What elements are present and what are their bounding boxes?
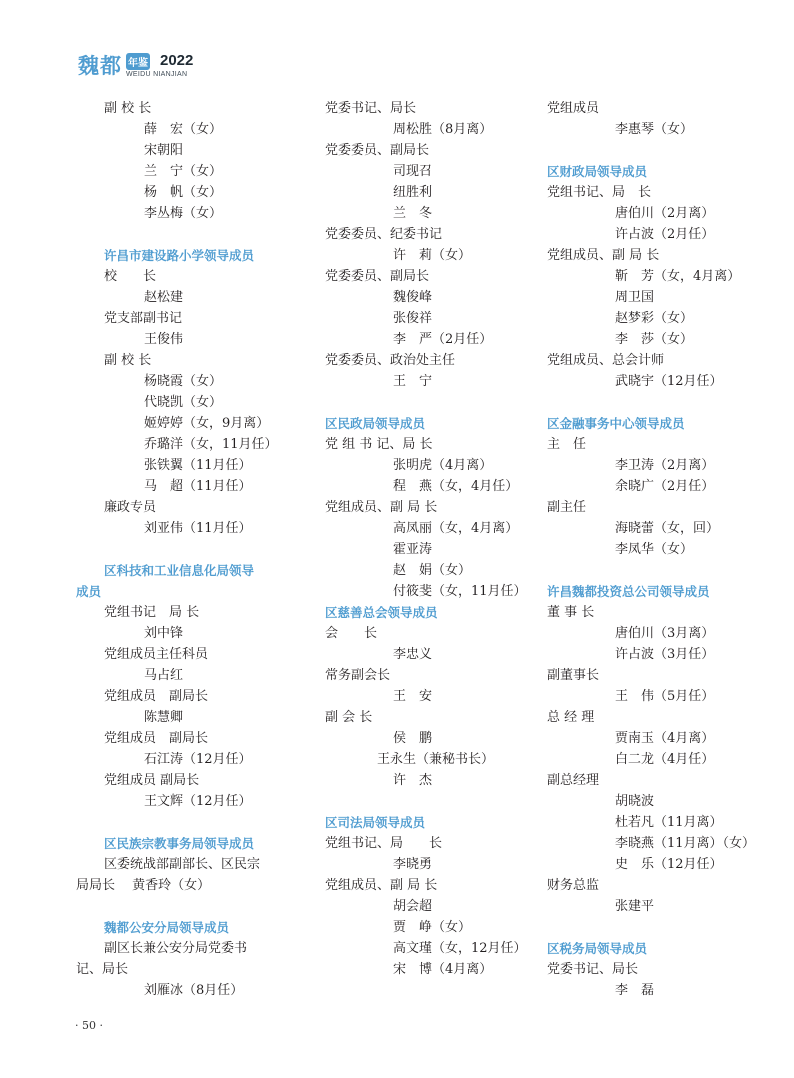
section-heading: 许昌魏都投资总公司领导成员 <box>547 584 710 599</box>
column-left <box>76 98 286 1001</box>
section-heading: 区慈善总会领导成员 <box>325 605 438 620</box>
entry-line: 党组成员、总会计师 <box>547 353 665 368</box>
entry-line: 唐伯川（2月离） <box>615 206 715 221</box>
entry-line: 李凤华（女） <box>615 542 694 557</box>
entry-line: 党组成员主任科员 <box>104 647 209 662</box>
logo-badge: 年鉴 <box>126 53 150 70</box>
entry-line: 会 长 <box>325 626 378 641</box>
entry-line: 赵 娟（女） <box>393 563 472 578</box>
yearbook-logo <box>78 50 318 84</box>
entry-line: 马 超（11月任） <box>144 479 252 494</box>
entry-line: 王 伟（5月任） <box>615 689 715 704</box>
entry-line: 张建平 <box>615 899 655 914</box>
entry-line: 陈慧卿 <box>144 710 184 725</box>
entry-line: 副 会 长 <box>325 710 373 725</box>
entry-line: 校 长 <box>104 269 157 284</box>
entry-line: 贾南玉（4月离） <box>615 731 715 746</box>
entry-line: 副总经理 <box>547 773 600 788</box>
entry-line: 胡晓波 <box>615 794 655 809</box>
spacer <box>325 791 525 812</box>
entry-line: 许占波（3月任） <box>615 647 715 662</box>
entry-line: 李晓勇 <box>393 857 433 872</box>
entry-line: 党组成员、副 局 长 <box>325 500 438 515</box>
entry-line: 高文瑾（女，12月任） <box>393 941 527 956</box>
entry-line: 许 莉（女） <box>393 248 472 263</box>
entry-line: 胡会超 <box>393 899 433 914</box>
entry-line: 党委委员、副局长 <box>325 143 430 158</box>
spacer <box>76 224 286 245</box>
entry-line: 党组成员 副局长 <box>104 689 209 704</box>
entry-line: 杨晓霞（女） <box>144 374 223 389</box>
section-heading: 区财政局领导成员 <box>547 164 648 179</box>
entry-line: 贾 峥（女） <box>393 920 472 935</box>
entry-line: 马占红 <box>144 668 184 683</box>
spacer <box>547 917 757 938</box>
entry-line: 程 燕（女，4月任） <box>393 479 519 494</box>
section-heading: 区科技和工业信息化局领导 <box>104 563 255 578</box>
entry-line: 党组成员 副局长 <box>104 773 200 788</box>
logo-title: 魏都 <box>78 53 122 78</box>
section-heading: 区民族宗教事务局领导成员 <box>104 836 255 851</box>
entry-line: 党委委员、副局长 <box>325 269 430 284</box>
entry-line: 局局长 黄香玲（女） <box>76 878 211 893</box>
entry-line: 主 任 <box>547 437 587 452</box>
entry-line: 靳 芳（女，4月离） <box>615 269 741 284</box>
entry-line: 记、局长 <box>76 962 129 977</box>
column-middle <box>325 98 525 980</box>
entry-line: 副主任 <box>547 500 587 515</box>
entry-line: 纽胜利 <box>393 185 433 200</box>
entry-line: 党组成员、副 局 长 <box>547 248 660 263</box>
entry-line: 张明虎（4月离） <box>393 458 493 473</box>
entry-line: 党组书记 局 长 <box>104 605 200 620</box>
entry-line: 代晓凯（女） <box>144 395 223 410</box>
entry-line: 侯 鹏 <box>393 731 433 746</box>
entry-line: 党委委员、纪委书记 <box>325 227 443 242</box>
entry-line: 魏俊峰 <box>393 290 433 305</box>
spacer <box>547 560 757 581</box>
entry-line: 副区长兼公安分局党委书 <box>104 941 248 956</box>
entry-line: 党组成员、副 局 长 <box>325 878 438 893</box>
entry-line: 兰 宁（女） <box>144 164 223 179</box>
entry-line: 李 莎（女） <box>615 332 694 347</box>
entry-line: 张铁翼（11月任） <box>144 458 252 473</box>
entry-line: 付筱斐（女，11月任） <box>393 584 527 599</box>
entry-line: 王文辉（12月任） <box>144 794 252 809</box>
entry-line: 李晓燕（11月离）（女） <box>615 836 756 851</box>
spacer <box>76 812 286 833</box>
entry-line: 副 校 长 <box>104 101 152 116</box>
spacer <box>76 896 286 917</box>
spacer <box>325 392 525 413</box>
entry-line: 王 宁 <box>393 374 433 389</box>
entry-line: 李忠义 <box>393 647 433 662</box>
entry-line: 司现召 <box>393 164 433 179</box>
spacer <box>76 539 286 560</box>
entry-line: 周松胜（8月离） <box>393 122 493 137</box>
entry-line: 刘雁冰（8月任） <box>144 983 244 998</box>
entry-line: 王永生（兼秘书长） <box>377 752 495 767</box>
entry-line: 兰 冬 <box>393 206 433 221</box>
entry-line: 党组成员 <box>547 101 600 116</box>
entry-line: 唐伯川（3月离） <box>615 626 715 641</box>
entry-line: 乔璐洋（女，11月任） <box>144 437 278 452</box>
page-number: · 50 · <box>75 1019 103 1032</box>
section-heading: 魏都公安分局领导成员 <box>104 920 230 935</box>
entry-line: 李 严（2月任） <box>393 332 493 347</box>
entry-line: 赵松建 <box>144 290 184 305</box>
entry-line: 区委统战部副部长、区民宗 <box>104 857 261 872</box>
entry-line: 石江涛（12月任） <box>144 752 252 767</box>
entry-line: 副 校 长 <box>104 353 152 368</box>
entry-line: 海晓蕾（女，回） <box>615 521 720 536</box>
entry-line: 总 经 理 <box>547 710 595 725</box>
entry-line: 白二龙（4月任） <box>615 752 715 767</box>
entry-line: 刘中锋 <box>144 626 184 641</box>
section-heading: 成员 <box>76 584 102 599</box>
entry-line: 党委书记、局长 <box>325 101 417 116</box>
section-heading: 区金融事务中心领导成员 <box>547 416 685 431</box>
entry-line: 张俊祥 <box>393 311 433 326</box>
entry-line: 宋朝阳 <box>144 143 184 158</box>
entry-line: 党 组 书 记、局 长 <box>325 437 433 452</box>
entry-line: 李 磊 <box>615 983 655 998</box>
section-heading: 区司法局领导成员 <box>325 815 426 830</box>
section-heading: 区民政局领导成员 <box>325 416 426 431</box>
entry-line: 高凤丽（女，4月离） <box>393 521 519 536</box>
entry-line: 党组成员 副局长 <box>104 731 209 746</box>
column-right <box>547 98 757 1001</box>
entry-line: 王 安 <box>393 689 433 704</box>
spacer <box>547 140 757 161</box>
entry-line: 党委委员、政治处主任 <box>325 353 456 368</box>
entry-line: 董 事 长 <box>547 605 595 620</box>
entry-line: 党支部副书记 <box>104 311 183 326</box>
entry-line: 党委书记、局长 <box>547 962 639 977</box>
logo-year: 2022 <box>160 52 194 69</box>
entry-line: 常务副会长 <box>325 668 391 683</box>
entry-line: 霍亚涛 <box>393 542 433 557</box>
entry-line: 宋 博（4月离） <box>393 962 493 977</box>
entry-line: 党组书记、局 长 <box>547 185 652 200</box>
entry-line: 赵梦彩（女） <box>615 311 694 326</box>
entry-line: 许占波（2月任） <box>615 227 715 242</box>
entry-line: 廉政专员 <box>104 500 157 515</box>
entry-line: 党组书记、局 长 <box>325 836 443 851</box>
entry-line: 余晓广（2月任） <box>615 479 715 494</box>
entry-line: 杜若凡（11月离） <box>615 815 723 830</box>
entry-line: 杨 帆（女） <box>144 185 223 200</box>
entry-line: 李惠琴（女） <box>615 122 694 137</box>
entry-line: 史 乐（12月任） <box>615 857 723 872</box>
spacer <box>547 392 757 413</box>
section-heading: 区税务局领导成员 <box>547 941 648 956</box>
logo-english: WEIDU NIANJIAN <box>126 71 188 78</box>
entry-line: 周卫国 <box>615 290 655 305</box>
entry-line: 李卫涛（2月离） <box>615 458 715 473</box>
entry-line: 王俊伟 <box>144 332 184 347</box>
entry-line: 刘亚伟（11月任） <box>144 521 252 536</box>
section-heading: 许昌市建设路小学领导成员 <box>104 248 255 263</box>
entry-line: 副董事长 <box>547 668 600 683</box>
entry-line: 姬婷婷（女，9月离） <box>144 416 270 431</box>
entry-line: 薛 宏（女） <box>144 122 223 137</box>
entry-line: 许 杰 <box>393 773 433 788</box>
entry-line: 李丛梅（女） <box>144 206 223 221</box>
entry-line: 财务总监 <box>547 878 600 893</box>
entry-line: 武晓宇（12月任） <box>615 374 723 389</box>
